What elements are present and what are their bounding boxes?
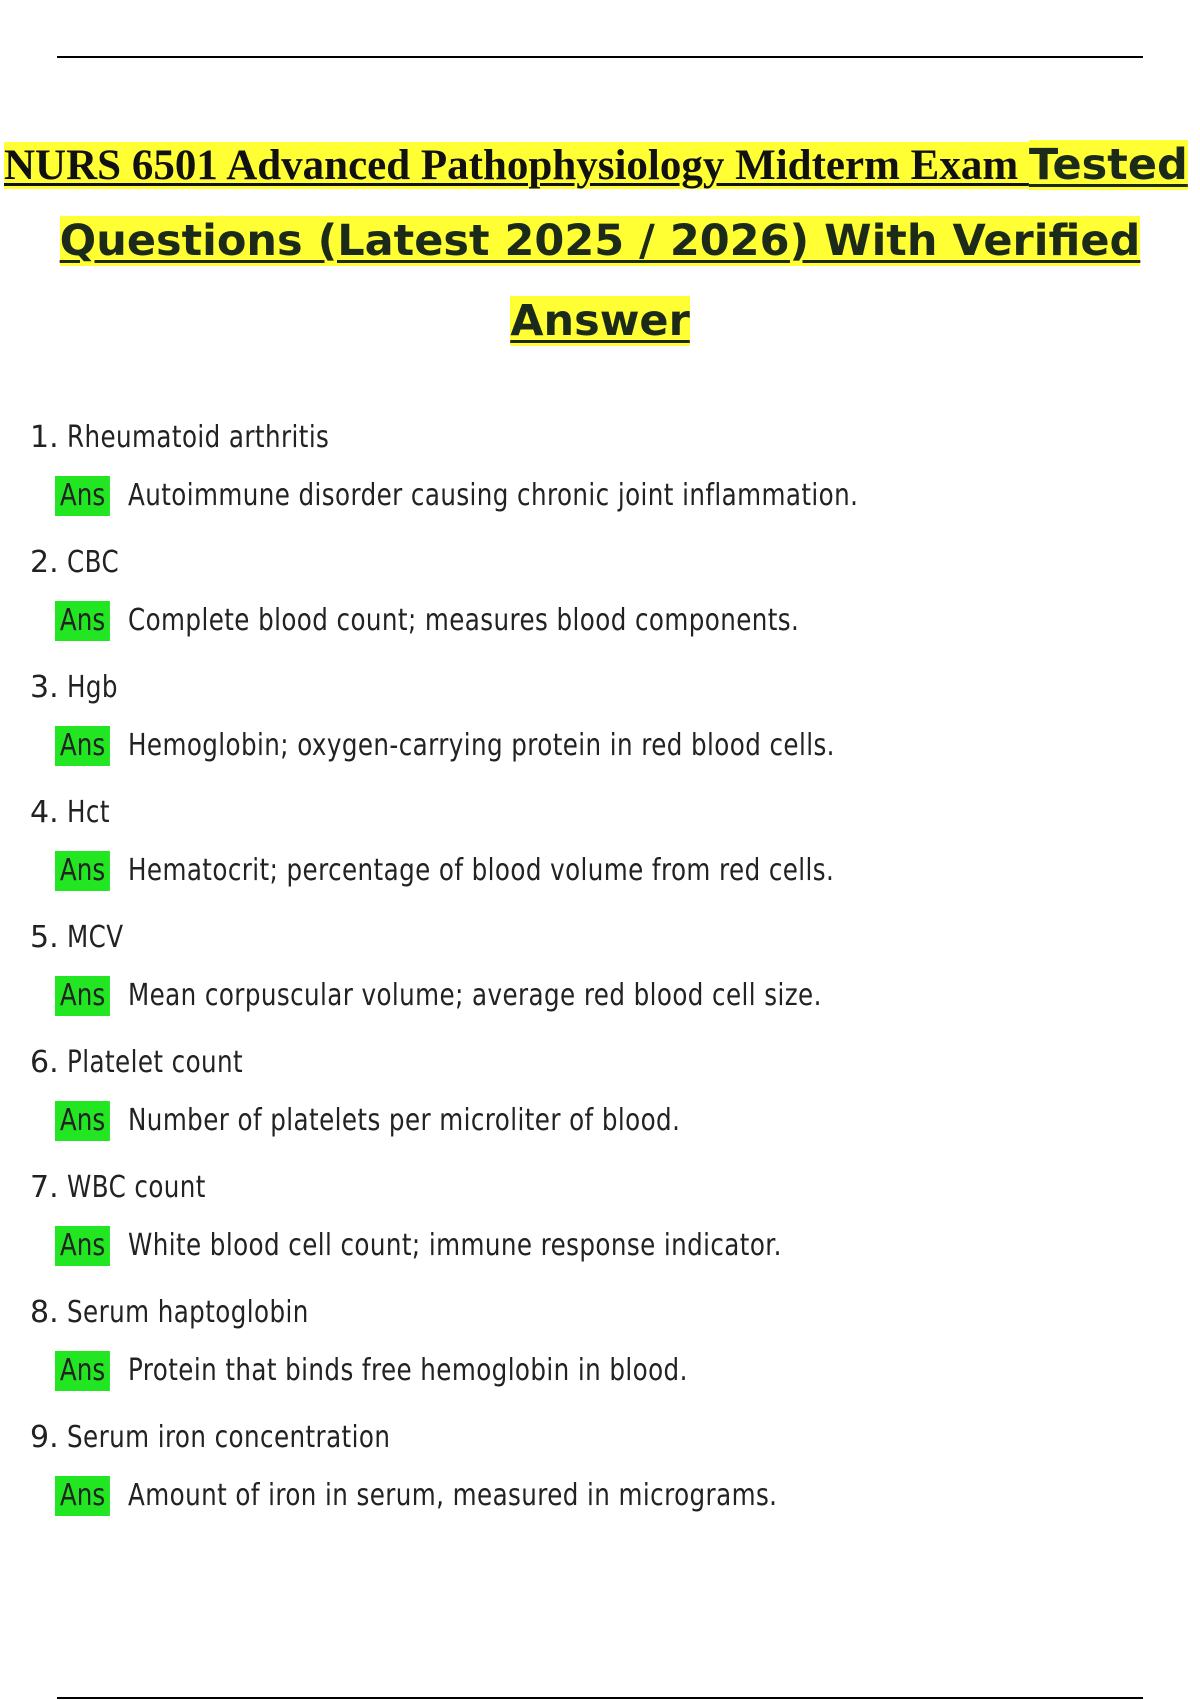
top-divider bbox=[57, 56, 1143, 58]
question bbox=[30, 1043, 281, 1083]
question bbox=[30, 1418, 461, 1458]
list-item bbox=[0, 418, 1200, 543]
answer-label: Ans bbox=[55, 1101, 110, 1141]
answer-label: Ans bbox=[55, 476, 110, 516]
answer-label: Ans bbox=[55, 976, 110, 1016]
question-number: 3. bbox=[30, 670, 59, 705]
question bbox=[30, 543, 130, 583]
question-number: 8. bbox=[30, 1295, 59, 1330]
question-text: WBC count bbox=[66, 1170, 206, 1205]
question-number: 1. bbox=[30, 420, 59, 455]
answer bbox=[55, 1351, 810, 1391]
answer bbox=[55, 601, 946, 641]
answer-text: Number of platelets per microliter of blood. bbox=[127, 1103, 681, 1138]
answer-text: Complete blood count; measures blood components. bbox=[127, 603, 799, 638]
question bbox=[30, 418, 386, 458]
answer-label: Ans bbox=[55, 601, 110, 641]
answer-label: Ans bbox=[55, 1476, 110, 1516]
list-item bbox=[0, 1043, 1200, 1168]
answer bbox=[55, 851, 989, 891]
question bbox=[30, 1293, 361, 1333]
question-number: 9. bbox=[30, 1420, 59, 1455]
document-title-line-3 bbox=[0, 296, 1200, 346]
answer bbox=[55, 726, 990, 766]
answer-text: Hematocrit; percentage of blood volume from red cells. bbox=[127, 853, 834, 888]
question-text: Serum haptoglobin bbox=[66, 1295, 309, 1330]
question-text: Rheumatoid arthritis bbox=[66, 420, 329, 455]
question bbox=[30, 918, 135, 958]
question-number: 6. bbox=[30, 1045, 59, 1080]
answer-label: Ans bbox=[55, 726, 110, 766]
answer-label: Ans bbox=[55, 851, 110, 891]
question-text: Hgb bbox=[66, 670, 118, 705]
document-title-serif-part: NURS 6501 Advanced Pathophysiology Midterm Exam bbox=[4, 142, 1029, 189]
question-text: CBC bbox=[66, 545, 119, 580]
list-item bbox=[0, 668, 1200, 793]
answer-text: Protein that binds free hemoglobin in blood. bbox=[127, 1353, 688, 1388]
answer-text: Mean corpuscular volume; average red blood cell size. bbox=[127, 978, 822, 1013]
question-text: Hct bbox=[66, 795, 110, 830]
question-number: 7. bbox=[30, 1170, 59, 1205]
document-title-sans-part: Tested bbox=[1028, 140, 1188, 190]
list-item bbox=[0, 543, 1200, 668]
question-number: 2. bbox=[30, 545, 59, 580]
answer bbox=[55, 1226, 925, 1266]
question-text: Platelet count bbox=[66, 1045, 243, 1080]
answer-label: Ans bbox=[55, 1351, 110, 1391]
question-text: MCV bbox=[66, 920, 124, 955]
document-title-line-2 bbox=[0, 216, 1200, 266]
list-item bbox=[0, 1418, 1200, 1543]
answer-label: Ans bbox=[55, 1226, 110, 1266]
answer-text: Amount of iron in serum, measured in micrograms. bbox=[127, 1478, 778, 1513]
question-number: 4. bbox=[30, 795, 59, 830]
bottom-divider bbox=[57, 1697, 1143, 1699]
document-title-line-3-text: Answer bbox=[510, 296, 690, 346]
document-title-line-1 bbox=[4, 140, 1200, 190]
answer bbox=[55, 1476, 920, 1516]
question-number: 5. bbox=[30, 920, 59, 955]
list-item bbox=[0, 1168, 1200, 1293]
question bbox=[30, 668, 129, 708]
list-item bbox=[0, 793, 1200, 918]
question-text: Serum iron concentration bbox=[66, 1420, 390, 1455]
question bbox=[30, 793, 119, 833]
list-item bbox=[0, 1293, 1200, 1418]
answer-text: Autoimmune disorder causing chronic joint inflammation. bbox=[127, 478, 859, 513]
answer-text: White blood cell count; immune response indicator. bbox=[127, 1228, 782, 1263]
question bbox=[30, 1168, 236, 1208]
question-answer-list bbox=[0, 418, 1200, 1543]
document-title-line-2-text: Questions (Latest 2025 / 2026) With Verified bbox=[59, 216, 1141, 266]
answer-text: Hemoglobin; oxygen-carrying protein in red blood cells. bbox=[127, 728, 835, 763]
answer bbox=[55, 476, 1018, 516]
answer bbox=[55, 976, 974, 1016]
answer bbox=[55, 1101, 801, 1141]
list-item bbox=[0, 918, 1200, 1043]
